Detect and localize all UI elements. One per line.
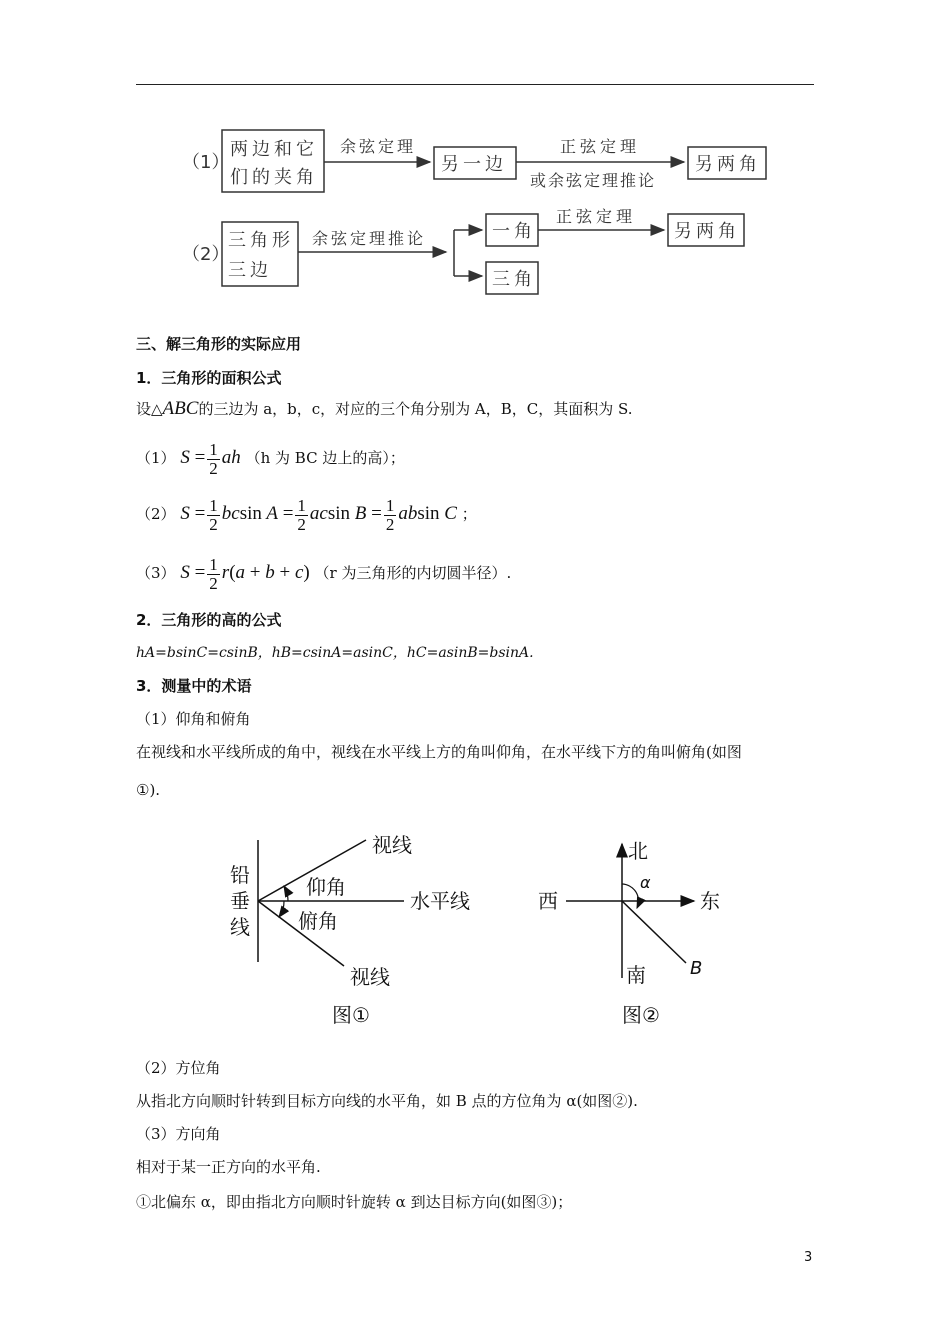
row1-start-line1: 两边和它 xyxy=(230,139,318,160)
alpha-label: α xyxy=(640,873,651,892)
f2-end: ； xyxy=(461,505,477,523)
east-label: 东 xyxy=(700,889,720,913)
area-formula-1: （1） S = $\frac{1}{2}$ ah （h 为 BC 边上的高）； xyxy=(136,439,405,478)
flowchart-svg xyxy=(0,0,950,320)
figure2-caption: 图② xyxy=(622,1003,660,1027)
plumb-label-1: 铅 xyxy=(230,863,250,887)
area-intro xyxy=(136,399,633,419)
terms-title: 3．测量中的术语 xyxy=(136,677,252,695)
row2-arrow2-label: 正弦定理 xyxy=(556,207,637,226)
area-intro-pre: 设△ xyxy=(136,400,163,418)
direction-angle-item1: ①北偏东 α，即由指北方向顺时针旋转 α 到达目标方向(如图③)； xyxy=(136,1193,573,1211)
elevation-text-line1: 在视线和水平线所成的角中，视线在水平线上方的角叫仰角，在水平线下方的角叫俯角(如图 xyxy=(136,743,742,761)
north-label: 北 xyxy=(628,839,648,863)
area-formula-2: （2） S = $\frac{1}{2}$ bcsin A = $\frac{1}{2}$ acsin B = $\frac{1}{2}$ absin C ； xyxy=(136,495,477,534)
depression-label: 俯角 xyxy=(298,909,338,933)
f2-label: （2） xyxy=(136,505,176,523)
row1-label: （1） xyxy=(182,152,230,173)
page-number: 3 xyxy=(804,1250,813,1265)
f3-label: （3） xyxy=(136,564,176,582)
plumb-label-3: 线 xyxy=(230,915,250,939)
row1-arrow2-bottom: 或余弦定理推论 xyxy=(530,171,657,190)
row2-start-line1: 三角形 xyxy=(228,230,294,251)
elevation-title: （1）仰角和俯角 xyxy=(136,710,251,728)
row2-arrow1-label: 余弦定理推论 xyxy=(312,229,427,248)
direction-angle-text: 相对于某一正方向的水平角. xyxy=(136,1158,321,1176)
section3-title: 三、解三角形的实际应用 xyxy=(136,335,302,353)
sight-bottom-label: 视线 xyxy=(350,965,390,989)
point-b-label: B xyxy=(690,958,703,979)
south-label: 南 xyxy=(626,963,646,987)
horizontal-label: 水平线 xyxy=(410,889,470,913)
row1-end-text: 另两角 xyxy=(695,154,761,175)
row2-branch-top-text: 一角 xyxy=(492,221,536,242)
elevation-label: 仰角 xyxy=(306,875,346,899)
elevation-text-line2: ①). xyxy=(136,781,161,799)
row2-branch-bottom-text: 三角 xyxy=(492,269,536,290)
figures xyxy=(0,820,950,1040)
row1-mid-text: 另一边 xyxy=(441,154,507,175)
area-formula-3: （3） S = $\frac{1}{2}$ r(a + b + c) （r 为三角形的内切圆半径）. xyxy=(136,554,512,593)
height-formula-title: 2．三角形的高的公式 xyxy=(136,611,282,629)
depression-arc xyxy=(279,901,284,917)
f1-note: （h 为 BC 边上的高）； xyxy=(245,449,405,467)
half-fraction: $\frac{1}{2}$ xyxy=(209,439,218,478)
row2-end-text: 另两角 xyxy=(674,221,740,242)
azimuth-text: 从指北方向顺时针转到目标方向线的水平角，如 B 点的方位角为 α(如图②). xyxy=(136,1092,638,1110)
row2-label: （2） xyxy=(182,244,230,265)
azimuth-title: （2）方位角 xyxy=(136,1059,221,1077)
plumb-label-2: 垂 xyxy=(230,889,250,913)
area-intro-post: 的三边为 a，b，c，对应的三个角分别为 A，B，C，其面积为 S. xyxy=(198,400,633,418)
figure2-azimuth xyxy=(538,839,720,1027)
row1-arrow2-top: 正弦定理 xyxy=(560,137,641,156)
figure1-caption: 图① xyxy=(332,1003,370,1027)
f1-label: （1） xyxy=(136,449,176,467)
area-intro-abc: ABC xyxy=(162,398,199,419)
f3-note: （r 为三角形的内切圆半径）. xyxy=(314,564,512,582)
direction-angle-title: （3）方向角 xyxy=(136,1125,221,1143)
direction-line-b xyxy=(622,901,686,963)
elevation-arc xyxy=(284,886,288,901)
height-formula: hA=bsinC=csinB，hB=csinA=asinC，hC=asinB=bsinA. xyxy=(136,645,534,661)
row1-start-line2: 们的夹角 xyxy=(230,167,318,188)
row1-arrow1-label: 余弦定理 xyxy=(340,137,417,156)
sight-top-label: 视线 xyxy=(372,833,412,857)
row2-start-line2: 三边 xyxy=(228,260,272,281)
figure1-elevation-depression xyxy=(230,833,470,1027)
solving-triangle-flowchart xyxy=(0,0,950,320)
area-formula-title: 1．三角形的面积公式 xyxy=(136,369,282,387)
figures-svg xyxy=(0,820,950,1040)
west-label: 西 xyxy=(538,889,558,913)
